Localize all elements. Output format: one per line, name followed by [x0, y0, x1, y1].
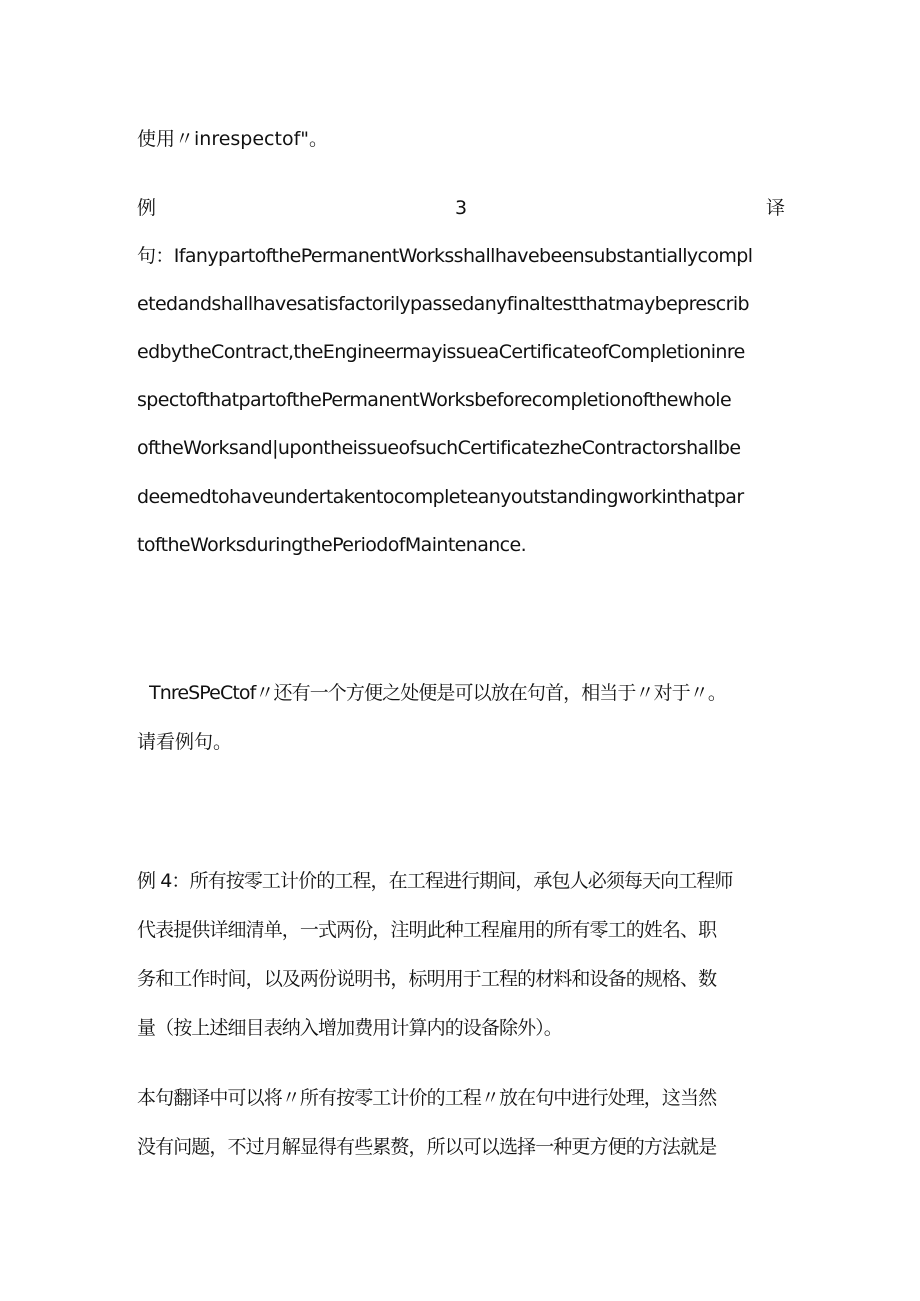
analysis-line: 没有问题，不过月解显得有些累赘，所以可以选择一种更方便的方法就是 [137, 1136, 717, 1158]
example3-text-line: toftheWorksduringthePeriodofMaintenance. [137, 534, 527, 556]
example3-text-line: spectofthatpartofthePermanentWorksbeforecompletionofthewhole [137, 389, 732, 411]
example4-line: 例 4：所有按零工计价的工程，在工程进行期间，承包人必须每天向工程师 [137, 870, 733, 892]
example3-label-row [137, 195, 785, 221]
example3-label-num: 3 [454, 197, 468, 219]
intro-line: 使用〃inrespectof"。 [137, 128, 329, 150]
example4-line: 代表提供详细清单，一式两份，注明此种工程雇用的所有零工的姓名、职 [137, 919, 717, 941]
example4-line: 量（按上述细目表纳入增加费用计算内的设备除外）。 [137, 1017, 562, 1039]
analysis-line: 本句翻译中可以将〃所有按零工计价的工程〃放在句中进行处理，这当然 [137, 1087, 717, 1109]
example3-text-line: etedandshallhavesatisfactorilypassedanyfinaltestthatmaybeprescrib [137, 293, 750, 315]
example3-text-line: edbytheContract,theEngineermayissueaCertificateofCompletioninre [137, 341, 745, 363]
example4-line: 务和工作时间，以及两份说明书，标明用于工程的材料和设备的规格、数 [137, 968, 717, 990]
example3-text-line: oftheWorksand|upontheissueofsuchCertificatezheContractorshallbe [137, 437, 741, 459]
inrespect-paragraph-line: 请看例句。 [137, 731, 233, 753]
example3-text-line: 句：IfanypartofthePermanentWorksshallhavebeensubstantiallycompl [137, 245, 753, 267]
example3-label-right: 译 [765, 197, 785, 219]
example3-label-left: 例 [137, 197, 157, 219]
inrespect-paragraph-line: TnreSPeCtof〃还有一个方便之处便是可以放在句首，相当于〃对于〃。 [149, 682, 726, 704]
example3-text-line: deemedtohaveundertakentocompleteanyoutstandingworkinthatpar [137, 486, 744, 508]
